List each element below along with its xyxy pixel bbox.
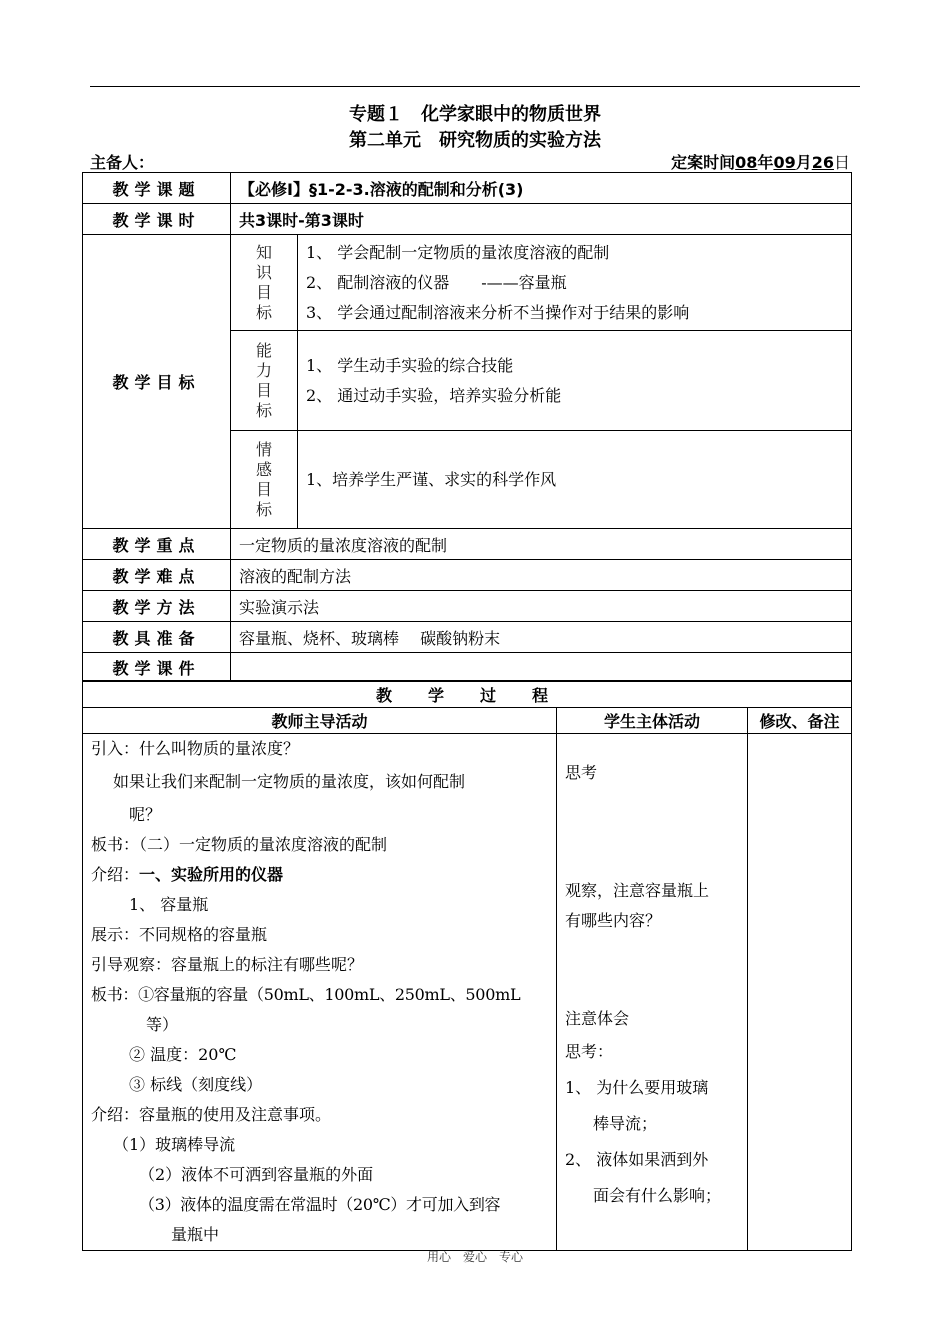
knowledge-items [298, 235, 852, 331]
knowledge-item: 2、 配制溶液的仪器 -——容量瓶 [306, 272, 567, 292]
student-line: 注意体会 [565, 1009, 630, 1028]
month-unit: 月 [795, 153, 812, 172]
page-footer: 用心 爱心 专心 [426, 1250, 523, 1264]
key-label: 教学重点 [83, 529, 231, 560]
student-line: 有哪些内容？ [565, 911, 662, 930]
notes-cell [748, 734, 852, 1251]
key-value: 一定物质的量浓度溶液的配制 [231, 529, 852, 560]
teacher-line: 量瓶中 [171, 1225, 220, 1244]
knowledge-item: 3、 学会通过配制溶液来分析不当操作对于结果的影响 [306, 302, 690, 322]
teacher-line: 1、 容量瓶 [129, 895, 209, 914]
emotion-item: 1、培养学生严谨、求实的科学作风 [306, 469, 557, 489]
teacher-line: ② 温度：20℃ [129, 1045, 237, 1064]
topic-label: 教学课题 [83, 173, 231, 204]
row-courseware [83, 653, 852, 682]
row-knowledge [83, 235, 852, 331]
year-unit: 年 [757, 153, 774, 172]
header-rule [90, 86, 860, 87]
teacher-line: ③ 标线（刻度线） [129, 1075, 263, 1094]
day-unit: 日 [833, 153, 850, 172]
author [90, 150, 222, 173]
difficulty-label: 教学难点 [83, 560, 231, 591]
period-label: 教学课时 [83, 204, 231, 235]
student-line: 观察，注意容量瓶上 [565, 881, 710, 900]
process-title-row [83, 681, 852, 708]
courseware-value [231, 653, 852, 682]
teacher-line: 引入：什么叫物质的量浓度？ [91, 739, 300, 758]
teacher-line-intro: 介绍：一、实验所用的仪器 [91, 865, 284, 884]
info-table [82, 172, 852, 682]
topic-value: 【必修Ⅰ】§1-2-3.溶液的配制和分析(3) [231, 173, 852, 204]
row-period [83, 204, 852, 235]
col-student: 学生主体活动 [557, 708, 748, 734]
date-day: 26 [811, 153, 834, 172]
teacher-line: （2）液体不可洒到容量瓶的外面 [139, 1165, 374, 1184]
teacher-activities [83, 734, 557, 1251]
tools-label: 教具准备 [83, 622, 231, 653]
student-activities [557, 734, 748, 1251]
difficulty-value: 溶液的配制方法 [231, 560, 852, 591]
doc-title-2: 第二单元 研究物质的实验方法 [349, 130, 601, 151]
teacher-line: 板书：①容量瓶的容量（50mL、100mL、250mL、500mL [91, 985, 521, 1004]
doc-title-1: 专题１ 化学家眼中的物质世界 [349, 104, 601, 125]
ability-item: 2、 通过动手实验，培养实验分析能 [306, 385, 562, 405]
teacher-line: 介绍：容量瓶的使用及注意事项。 [91, 1105, 332, 1124]
process-body-row [83, 734, 852, 1251]
goals-label: 教学目标 [83, 235, 231, 529]
tools-value: 容量瓶、烧杯、玻璃棒 碳酸钠粉末 [231, 622, 852, 653]
method-label: 教学方法 [83, 591, 231, 622]
period-value: 共3课时-第3课时 [231, 204, 852, 235]
row-tools [83, 622, 852, 653]
teacher-line: 展示：不同规格的容量瓶 [91, 925, 268, 944]
col-teacher: 教师主导活动 [83, 708, 557, 734]
row-method [83, 591, 852, 622]
process-header-row [83, 708, 852, 734]
student-line: 1、 为什么要用玻璃 [565, 1078, 709, 1097]
date [671, 150, 850, 173]
process-table [82, 680, 852, 1251]
teacher-line: 呢？ [129, 805, 162, 824]
emotion-items [298, 431, 852, 529]
student-line: 思考 [565, 763, 598, 782]
teacher-line: （1）玻璃棒导流 [113, 1135, 236, 1154]
ability-items [298, 331, 852, 431]
col-notes: 修改、备注 [748, 708, 852, 734]
date-year: 08 [735, 153, 758, 172]
teacher-line: 如果让我们来配制一定物质的量浓度，该如何配制 [113, 772, 466, 791]
ability-label: 能力目标 [231, 331, 298, 431]
knowledge-label: 知识目标 [231, 235, 298, 331]
process-title: 教 学 过 程 [83, 681, 852, 708]
row-key [83, 529, 852, 560]
author-blank [154, 156, 222, 173]
date-label: 定案时间 [671, 153, 736, 172]
courseware-label: 教学课件 [83, 653, 231, 682]
date-month: 09 [773, 153, 796, 172]
row-difficulty [83, 560, 852, 591]
teacher-line: （3）液体的温度需在常温时（20℃）才可加入到容 [139, 1195, 501, 1214]
student-line: 面会有什么影响； [593, 1186, 722, 1205]
method-value: 实验演示法 [231, 591, 852, 622]
student-line: 2、 液体如果洒到外 [565, 1150, 709, 1169]
teacher-line: 等） [146, 1015, 179, 1034]
student-line: 棒导流； [593, 1114, 658, 1133]
meta-row [90, 150, 850, 172]
student-line: 思考： [565, 1042, 614, 1061]
emotion-label: 情感目标 [231, 431, 298, 529]
author-label: 主备人： [90, 153, 155, 172]
teacher-line: 引导观察：容量瓶上的标注有哪些呢？ [91, 955, 364, 974]
teacher-line: 板书：（二）一定物质的量浓度溶液的配制 [91, 835, 388, 854]
row-topic [83, 173, 852, 204]
knowledge-item: 1、 学会配制一定物质的量浓度溶液的配制 [306, 242, 610, 262]
ability-item: 1、 学生动手实验的综合技能 [306, 355, 514, 375]
